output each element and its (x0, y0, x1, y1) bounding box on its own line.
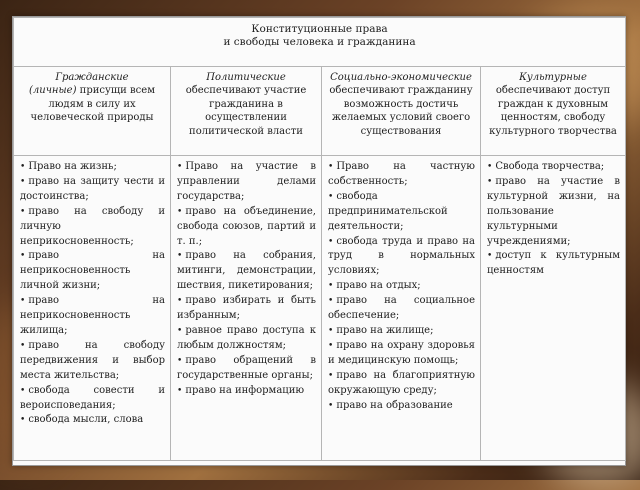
list-item (20, 339, 165, 384)
list-item (328, 294, 475, 324)
list-item (177, 294, 316, 324)
bullet-icon: • (328, 400, 334, 411)
column-header-political (171, 67, 322, 156)
list-item (328, 324, 475, 339)
column-items-socio-economic (322, 156, 481, 461)
list-item (328, 279, 475, 294)
list-item-text: доступ к культурным ценностям (487, 250, 621, 277)
list-item (328, 160, 475, 190)
list-item-text: право на неприкосновенность личной жизни; (20, 250, 165, 292)
list-item (177, 249, 316, 294)
bullet-icon: • (328, 370, 334, 381)
list-item-text: свобода предпринимательской деятельности; (328, 190, 448, 232)
list-item (487, 175, 620, 250)
bullet-icon: • (177, 206, 183, 217)
bullet-icon: • (20, 415, 26, 426)
list-item-text: Право на жизнь; (28, 161, 117, 172)
list-item-text: право на образование (336, 399, 453, 411)
table-title (14, 18, 626, 67)
bullet-icon: • (20, 251, 26, 262)
column-items-cultural (481, 156, 626, 461)
column-header-civil (14, 67, 171, 156)
column-items-political (171, 156, 322, 461)
list-item-text: право на свободу передвижения и выбор места жительства; (20, 339, 165, 381)
list-item (487, 160, 620, 175)
list-item (328, 190, 475, 235)
list-item-text: право на информацию (185, 384, 305, 396)
column-description: обеспечивают участие гражданина в осуществлении политической власти (185, 85, 307, 137)
list-item (20, 413, 165, 428)
bullet-icon: • (177, 251, 183, 262)
list-item-text: право на защиту чести и достоинства; (20, 175, 165, 202)
bullet-icon: • (20, 385, 26, 396)
bullet-icon: • (328, 281, 334, 292)
list-item (20, 384, 165, 414)
column-description: всем людям в силу их человеческой природы (30, 85, 155, 124)
list-item (20, 160, 165, 175)
bullet-icon: • (20, 162, 26, 172)
bullet-icon: • (177, 355, 183, 366)
bullet-icon: • (487, 176, 493, 187)
list-item-text: право на охрану здоровья и медицинскую помощь; (328, 339, 475, 366)
list-item-text: право на участие в культурной жизни, на пользование культурными учреждениями; (487, 175, 621, 247)
bullet-icon: • (20, 296, 26, 307)
list-item (20, 205, 165, 250)
column-category: Культурные (519, 72, 587, 83)
list-item (177, 324, 316, 354)
list-item-text: свобода труда и право на труд в нормальных условиях; (328, 235, 475, 277)
column-description: обеспечивают доступ граждан к духовным ценностям, свободу культурного творчества (489, 85, 617, 137)
list-item (177, 160, 316, 205)
list-item-text: право обращений в государственные органы; (177, 354, 316, 381)
list-item (177, 205, 316, 250)
list-item (177, 354, 316, 384)
bullet-icon: • (328, 236, 334, 247)
list-item-text: Право на участие в управлении делами государства; (177, 161, 316, 202)
bullet-icon: • (20, 206, 26, 217)
list-item-text: право на неприкосновенность жилища; (20, 295, 165, 336)
list-item (20, 294, 165, 339)
list-item (177, 384, 316, 399)
list-item-text: право на благоприятную окружающую среду; (328, 369, 475, 396)
bullet-icon: • (177, 325, 183, 336)
column-description: обеспечивают гражданину возможность достичь желаемых условий своего существования (329, 85, 473, 137)
column-category-cont: (личные) (29, 85, 77, 97)
list-item-text: право на свободу и личную неприкосновенность; (20, 205, 165, 247)
bullet-icon: • (20, 176, 26, 187)
bullet-icon: • (328, 325, 334, 336)
bullet-icon: • (328, 296, 334, 307)
list-item-text: право на объединение, свобода союзов, партий и т. п.; (177, 205, 316, 247)
list-item-text: право избирать и быть избранным; (177, 295, 316, 322)
bullet-icon: • (328, 162, 334, 172)
bullet-icon: • (177, 385, 183, 396)
bullet-icon: • (177, 296, 183, 307)
list-item-text: свобода мысли, слова (28, 414, 144, 426)
rights-table (13, 17, 626, 461)
list-item (328, 339, 475, 369)
column-category: Гражданские (55, 72, 129, 83)
list-item (328, 235, 475, 280)
bullet-icon: • (177, 162, 183, 172)
bullet-icon: • (487, 162, 493, 172)
list-item (328, 399, 475, 414)
bullet-icon: • (328, 340, 334, 351)
table-title-line1: Конституционные права (251, 23, 388, 35)
column-category: Политические (206, 72, 286, 83)
list-item (20, 249, 165, 294)
column-header-cultural (481, 67, 626, 156)
column-description: присущи (79, 85, 127, 97)
list-item-text: право на социальное обеспечение; (328, 295, 475, 322)
list-item (328, 369, 475, 399)
rights-table-card (12, 16, 626, 466)
column-items-civil (14, 156, 171, 461)
list-item-text: Свобода творчества; (495, 161, 605, 172)
list-item-text: Право на частную собственность; (328, 161, 475, 187)
list-item-text: право на жилище; (336, 324, 434, 336)
list-item (20, 175, 165, 205)
bullet-icon: • (20, 340, 26, 351)
bullet-icon: • (328, 191, 334, 202)
list-item-text: право на собрания, митинги, демонстрации, шествия, пикетирования; (177, 250, 316, 292)
list-item-text: свобода совести и вероисповедания; (20, 384, 165, 411)
bullet-icon: • (487, 251, 493, 262)
table-title-line2: и свободы человека и гражданина (223, 36, 416, 48)
column-header-socio-economic (322, 67, 481, 156)
column-category: Социально-экономические (330, 72, 472, 83)
list-item-text: право на отдых; (336, 280, 421, 292)
list-item (487, 249, 620, 279)
list-item-text: равное право доступа к любым должностям; (177, 324, 316, 351)
